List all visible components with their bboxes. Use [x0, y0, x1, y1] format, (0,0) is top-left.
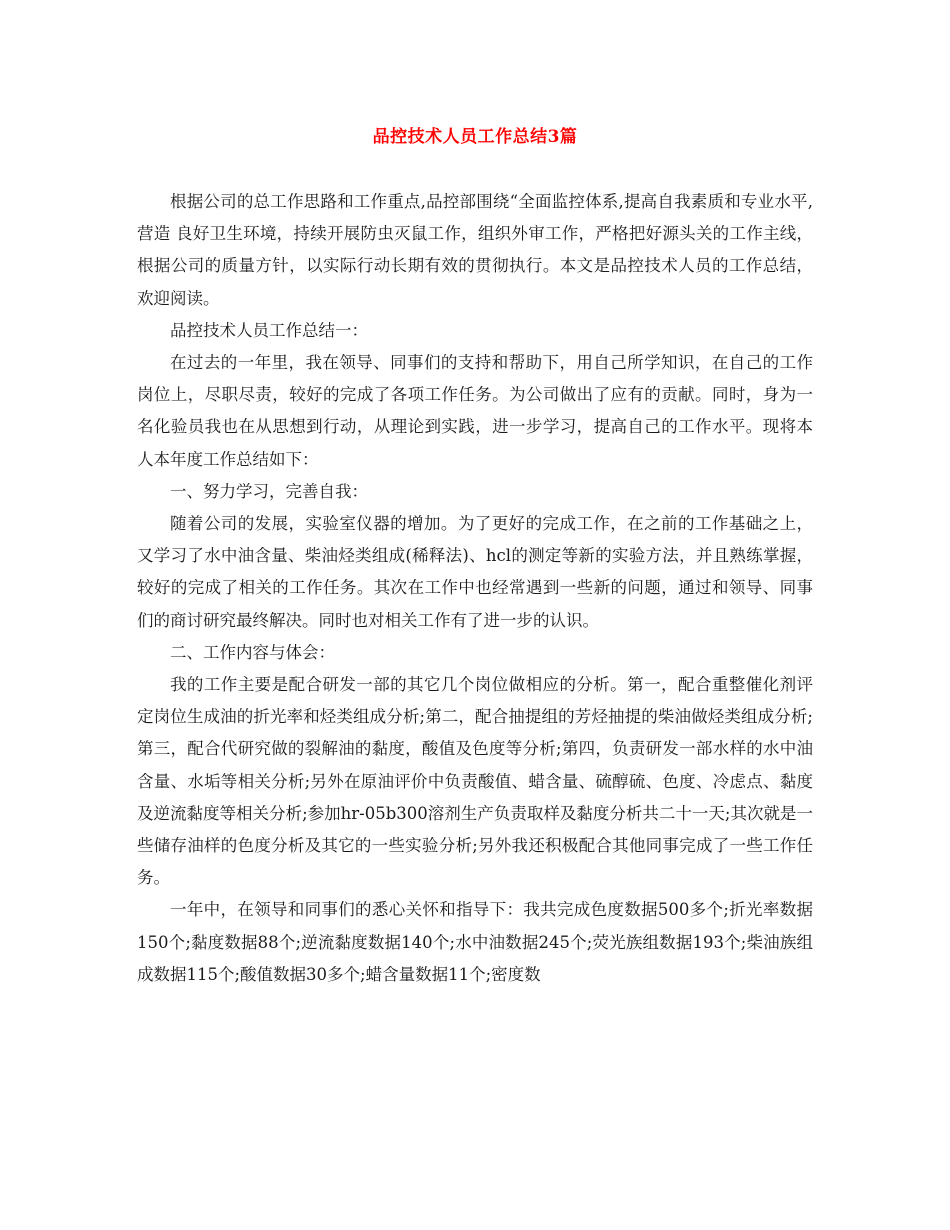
paragraph-study: 随着公司的发展，实验室仪器的增加。为了更好的完成工作，在之前的工作基础之上，又学习了水中油含量、柴油烃类组成(稀释法)、hcl的测定等新的实验方法，并且熟练掌握，较好的完成了相关的工作任务。其次在工作中也经常遇到一些新的问题，通过和领导、同事们的商讨研究最终解决。同时也对相关工作有了进一步的认识。: [137, 514, 813, 630]
document-body: [137, 186, 813, 991]
paragraph-intro: 根据公司的总工作思路和工作重点,品控部围绕“全面监控体系,提高自我素质和专业水平,营造 良好卫生环境，持续开展防虫灭鼠工作，组织外审工作，严格把好源头关的工作主线，根据公司的质量方针，以实际行动长期有效的贯彻执行。本文是品控技术人员的工作总结，欢迎阅读。: [137, 192, 813, 308]
paragraph-work-content: 我的工作主要是配合研发一部的其它几个岗位做相应的分析。第一，配合重整催化剂评定岗位生成油的折光率和烃类组成分析;第二，配合抽提组的芳烃抽提的柴油做烃类组成分析;第三，配合代研究做的裂解油的黏度，酸值及色度等分析;第四，负责研发一部水样的水中油含量、水垢等相关分析;另外在原油评价中负责酸值、蜡含量、硫醇硫、色度、冷虑点、黏度及逆流黏度等相关分析;参加hr-05b300溶剂生产负责取样及黏度分析共二十一天;其次就是一些储存油样的色度分析及其它的一些实验分析;另外我还积极配合其他同事完成了一些工作任务。: [137, 675, 813, 888]
document-title: 品控技术人员工作总结3篇: [372, 127, 578, 147]
heading-section-two: 二、工作内容与体会：: [170, 642, 335, 662]
paragraph-past-year: 在过去的一年里，我在领导、同事们的支持和帮助下，用自己所学知识，在自己的工作岗位上，尽职尽责，较好的完成了各项工作任务。为公司做出了应有的贡献。同时，身为一名化验员我也在从思想到行动，从理论到实践，进一步学习，提高自己的工作水平。现将本人本年度工作总结如下：: [137, 353, 813, 469]
paragraph-year-stats: 一年中，在领导和同事们的悉心关怀和指导下：我共完成色度数据500多个;折光率数据150个;黏度数据88个;逆流黏度数据140个;水中油数据245个;荧光族组数据193个;柴油族组成数据115个;酸值数据30多个;蜡含量数据11个;密度数: [137, 900, 813, 984]
heading-section-one: 一、努力学习，完善自我：: [170, 481, 368, 501]
heading-summary-one: 品控技术人员工作总结一：: [170, 320, 368, 340]
